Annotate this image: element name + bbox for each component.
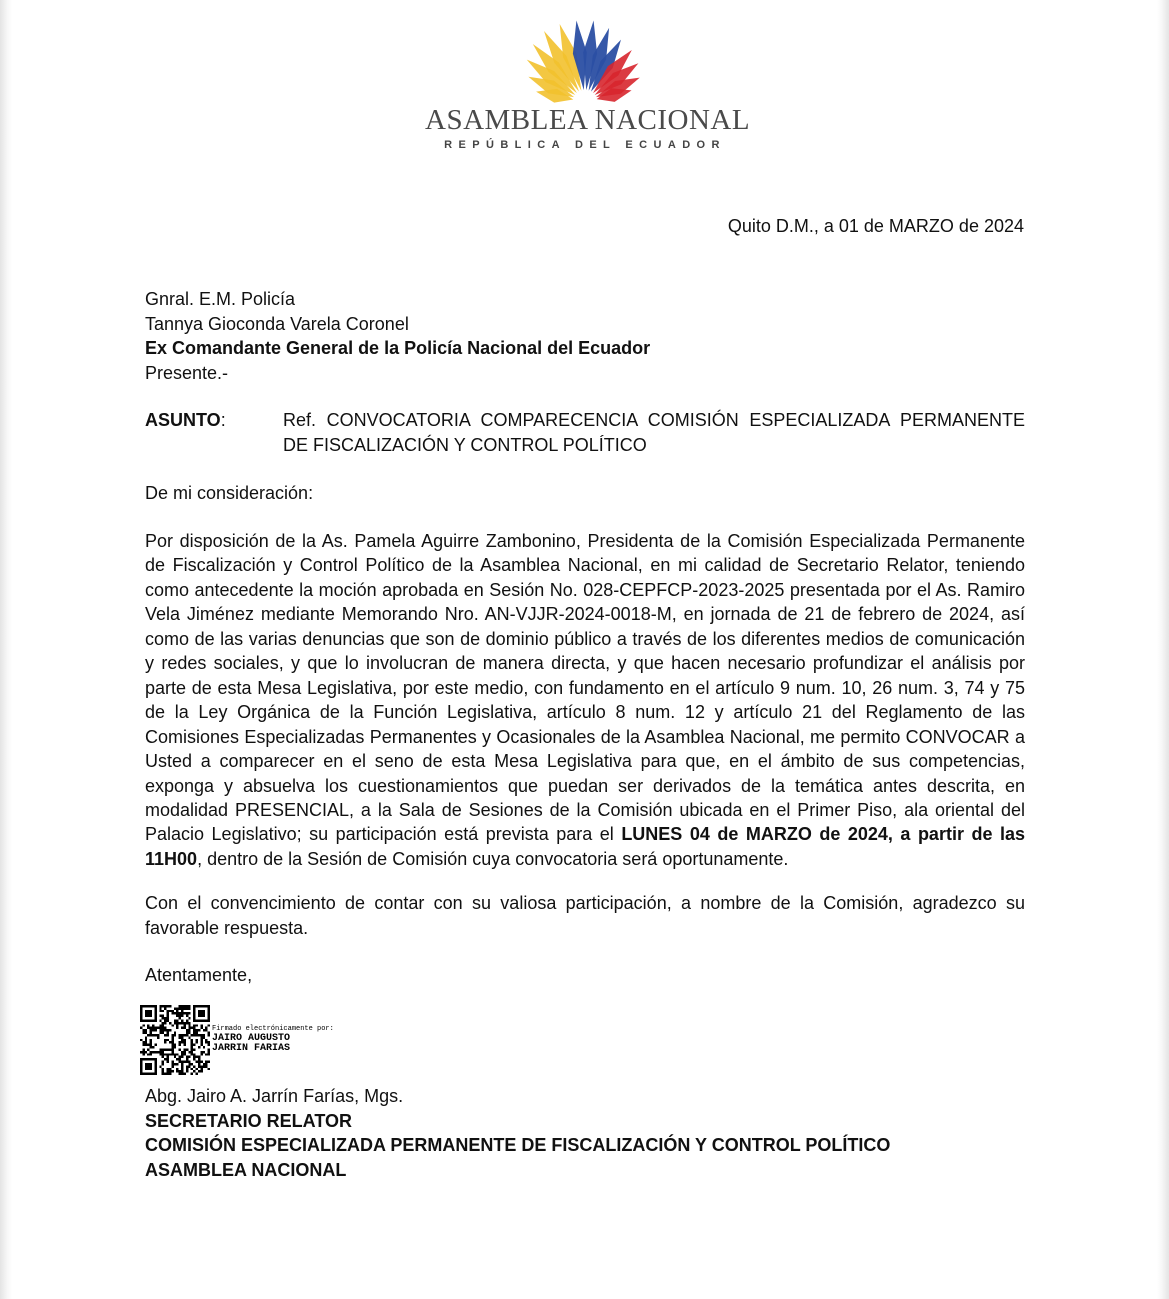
e-signature-label: Firmado electrónicamente por: xyxy=(212,1025,334,1033)
logo-subtitle: REPÚBLICA DEL ECUADOR xyxy=(444,139,726,151)
subject-colon: : xyxy=(220,410,226,430)
sign-off: Atentamente, xyxy=(145,965,253,985)
greeting: De mi consideración: xyxy=(145,483,314,503)
body-paragraph-date: LUNES 04 de MARZO de 2024, a partir de las 11H00 xyxy=(145,824,1025,869)
recipient-presente: Presente.- xyxy=(145,362,229,383)
e-signature-name-1: JAIRO AUGUSTO xyxy=(212,1033,291,1044)
subject-block xyxy=(145,408,1025,457)
date-line: Quito D.M., a 01 de MARZO de 2024 xyxy=(727,216,1024,236)
recipient-name: Tannya Gioconda Varela Coronel xyxy=(145,313,409,334)
qr-code-icon xyxy=(140,1005,210,1075)
e-signature-stamp xyxy=(212,1025,334,1054)
recipient-position: Ex Comandante General de la Policía Nacional del Ecuador xyxy=(145,338,651,358)
signer-name: Abg. Jairo A. Jarrín Farías, Mgs. xyxy=(145,1086,404,1106)
logo-rays-icon xyxy=(425,18,745,104)
body-paragraph-end: , dentro de la Sesión de Comisión cuya convocatoria será oportunamente. xyxy=(197,848,789,869)
asamblea-logo xyxy=(425,18,751,153)
page-edge-right xyxy=(1157,0,1169,1299)
subject-text: Ref. CONVOCATORIA COMPARECENCIA COMISIÓN ESPECIALIZADA PERMANENTE DE FISCALIZACIÓN Y CONTROL POLÍTICO xyxy=(283,410,1025,455)
recipient-rank: Gnral. E.M. Policía xyxy=(145,289,296,309)
subject-label-wrap xyxy=(145,408,226,433)
closing-paragraph: Con el convencimiento de contar con su valiosa participación, a nombre de la Comisión, agradezco su favorable respuesta. xyxy=(145,893,1025,938)
body-paragraph xyxy=(145,529,1025,871)
signer-institution: ASAMBLEA NACIONAL xyxy=(145,1159,347,1180)
e-signature-name-2: JARRIN FARIAS xyxy=(212,1043,291,1054)
body-paragraph-main: Por disposición de la As. Pamela Aguirre Zambonino, Presidenta de la Comisión Especializada Permanente de Fiscalización y Control Político de la Asamblea Nacional, en mi calidad de Secretario Relator, teniendo como antecedente la moción aprobada en Sesión No. 028-CEPFCP-2023-2025 presentada por el As. Ramiro Vela Jiménez mediante Memorando Nro. AN-VJJR-2024-0018-M, en jornada de 21 de febrero de 2024, así como de las varias denuncias que son de dominio público a través de los diferentes medios de comunicación y redes sociales, y que lo involucran de manera directa, y que hacen necesario profundizar el análisis por parte de esta Mesa Legislativa, por este medio, con fundamento en el artículo 9 num. 10, 26 num. 3, 74 y 75 de la Ley Orgánica de la Función Legislativa, artículo 8 num. 12 y artículo 21 del Reglamento de las Comisiones Especializadas Permanentes y Ocasionales de la Asamblea Nacional, me permito CONVOCAR a Usted a comparecer en el seno de esta Mesa Legislativa para que, en el ámbito de sus competencias, exponga y absuelva los cuestionamientos que puedan ser derivados de la temática antes descrita, en modalidad PRESENCIAL, a la Sala de Sesiones de la Comisión ubicada en el Primer Piso, ala oriental del Palacio Legislativo; su participación está prevista para el xyxy=(145,531,1025,845)
page-edge-left xyxy=(0,0,12,1299)
subject-label: ASUNTO xyxy=(145,410,221,430)
signer-title: SECRETARIO RELATOR xyxy=(145,1110,353,1131)
signer-commission: COMISIÓN ESPECIALIZADA PERMANENTE DE FISCALIZACIÓN Y CONTROL POLÍTICO xyxy=(145,1135,891,1155)
recipient-block xyxy=(145,287,1025,385)
logo-title: ASAMBLEA NACIONAL xyxy=(425,104,751,136)
signer-block xyxy=(145,1084,1045,1182)
